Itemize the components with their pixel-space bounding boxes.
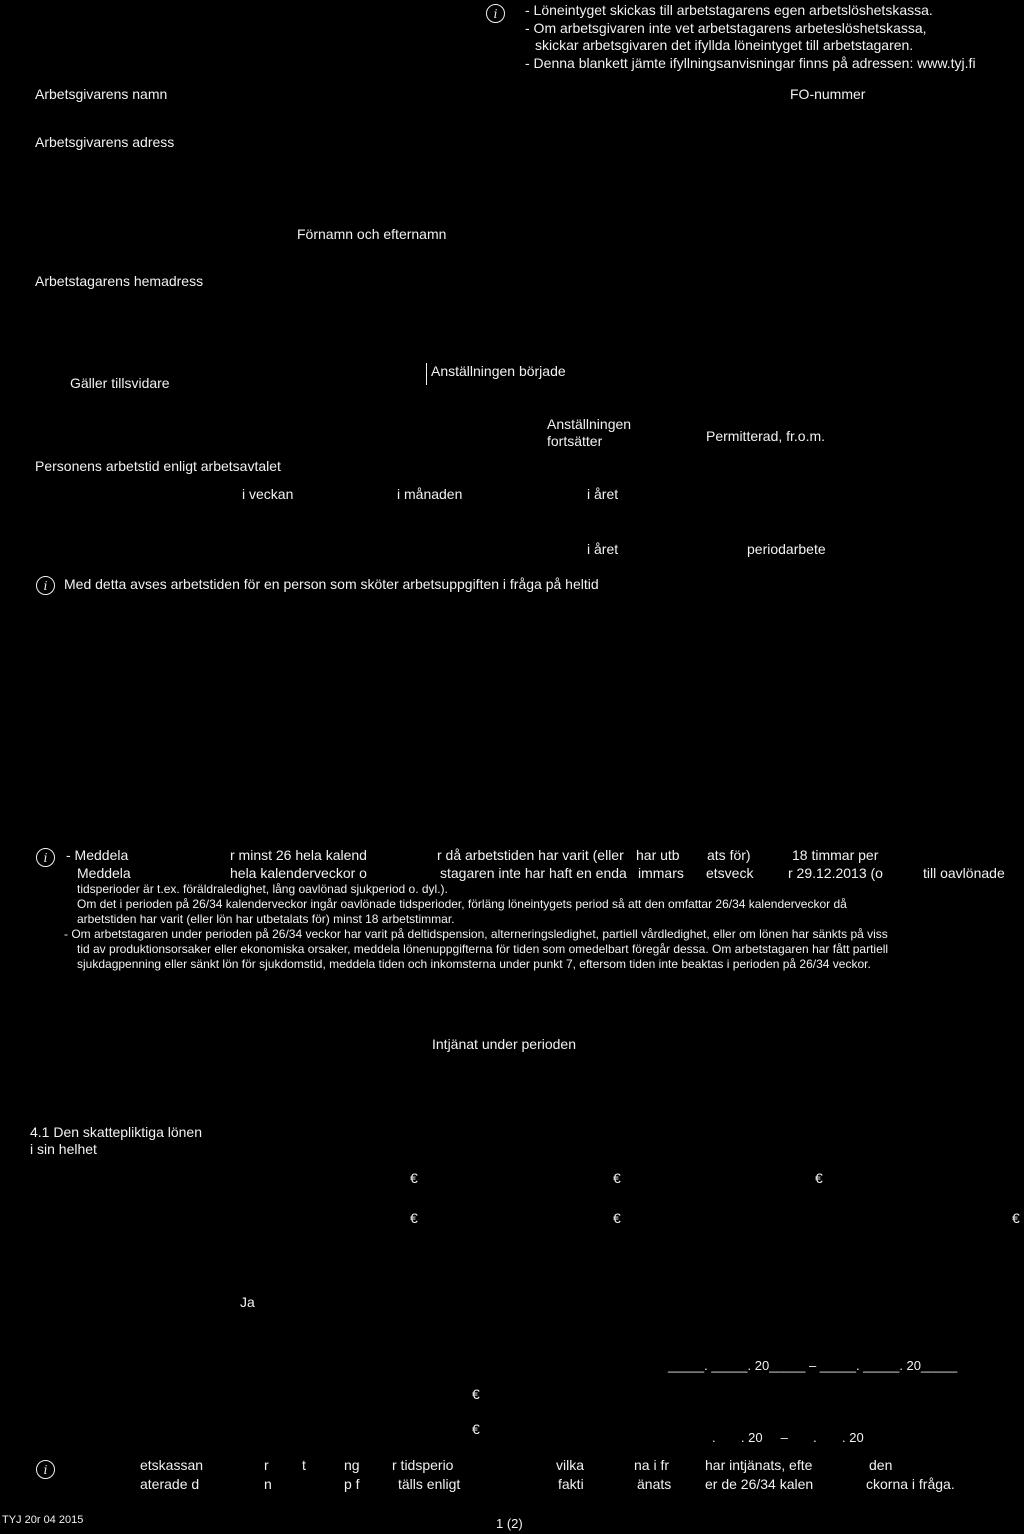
page-number: 1 (2) [496,1516,523,1531]
info-line: - Löneintyget skickas till arbetstagarens egen arbetslöshetskassa. [525,2,933,18]
info-line: - Denna blankett jämte ifyllningsanvisningar finns på adressen: www.tyj.fi [525,54,976,71]
earned-during-period-label: Intjänat under perioden [432,1036,576,1052]
per-year-label-2: i året [587,541,619,557]
bottom-info-row: aterade d n p f tälls enligt fakti änats er de 26/34 kalen ckorna i fråga. [140,1476,955,1492]
period-info-text: tidsperioder är t.ex. föräldraledighet, lång oavlönad sjukperiod o. dyl.). Om det i perioden på 26/34 kalenderveckor ingår oavlönade tidsperioder, förläng löneintygets period så att den omfattar 26/34 kalenderveckor då arbetstiden har varit (eller lön har utbetalats för) minst 18 arbetstimmar. - Om arbetstagaren under perioden på 26/34 veckor har varit på deltidspension, alterneringsledighet, partiell vårdledighet, eller om lönen har sänkts på viss tid av produktionsorsaker eller ekonomiska orsaker, meddela lönenuppgifterna för tiden som omedelbart föregår dessa. Om arbetstagaren har fått partiell sjukdagpenning eller sänkt lön för sjukdomstid, meddela tiden och inkomsterna under punkt 7, eftersom tiden inte beaktas i perioden på 26/34 veckor. [64,882,889,971]
valid-until-label: Gäller tillsvidare [70,375,170,391]
employment-started-label: Anställningen började [431,363,566,379]
per-year-label: i året [587,486,619,502]
euro-sign: € [613,1210,621,1226]
euro-sign: € [410,1170,418,1186]
date-range-dotted: . . 20 – . . 20 [712,1430,864,1445]
info-line: skickar arbetsgivaren det ifyllda löneintyget till arbetstagaren. [535,37,914,53]
info-icon: i [36,1460,55,1479]
date-range-blank: _____. _____. 20_____ – _____. _____. 20_____ [668,1358,958,1373]
divider [426,363,427,385]
laid-off-label: Permitterad, fr.o.m. [706,428,826,444]
info-icon: i [486,4,505,23]
footer-code: TYJ 20r 04 2015 [2,1514,84,1526]
yes-label: Ja [240,1294,255,1310]
period-work-label: periodarbete [747,541,826,557]
full-name-label: Förnamn och efternamn [297,226,447,242]
employer-address-label: Arbetsgivarens adress [35,134,175,150]
info-icon: i [36,848,55,867]
per-month-label: i månaden [397,486,463,502]
euro-sign: € [472,1421,480,1437]
employment-continues-label: Anställningen fortsätter [547,416,632,449]
top-info-text [525,2,976,72]
fulltime-note: Med detta avses arbetstiden för en person som sköter arbetsuppgiften i fråga på heltid [64,576,599,592]
period-info-row: - Meddela r minst 26 hela kalend r då arbetstiden har varit (eller har utb ats för) 18 timmar per [66,847,879,863]
business-id-label: FO-nummer [790,86,866,102]
bottom-info-row: etskassan r t ng r tidsperio vilka na i fr har intjänats, efte den [140,1457,893,1473]
salary-total-label: 4.1 Den skattepliktiga lönen i sin helhet [30,1124,202,1157]
per-week-label: i veckan [242,486,294,502]
info-icon: i [36,576,55,595]
employee-address-label: Arbetstagarens hemadress [35,273,204,289]
euro-sign: € [815,1170,823,1186]
euro-sign: € [410,1210,418,1226]
period-info-row: Meddela hela kalenderveckor o stagaren inte har haft en enda immars etsveck r 29.12.2013 (o till oavlönade [77,865,1005,881]
euro-sign: € [472,1386,480,1402]
employer-name-label: Arbetsgivarens namn [35,86,168,102]
info-line: - Om arbetsgivaren inte vet arbetstagarens arbeteslöshetskassa, [525,19,927,36]
euro-sign: € [613,1170,621,1186]
euro-sign: € [1012,1210,1020,1226]
working-time-label: Personens arbetstid enligt arbetsavtalet [35,458,281,474]
